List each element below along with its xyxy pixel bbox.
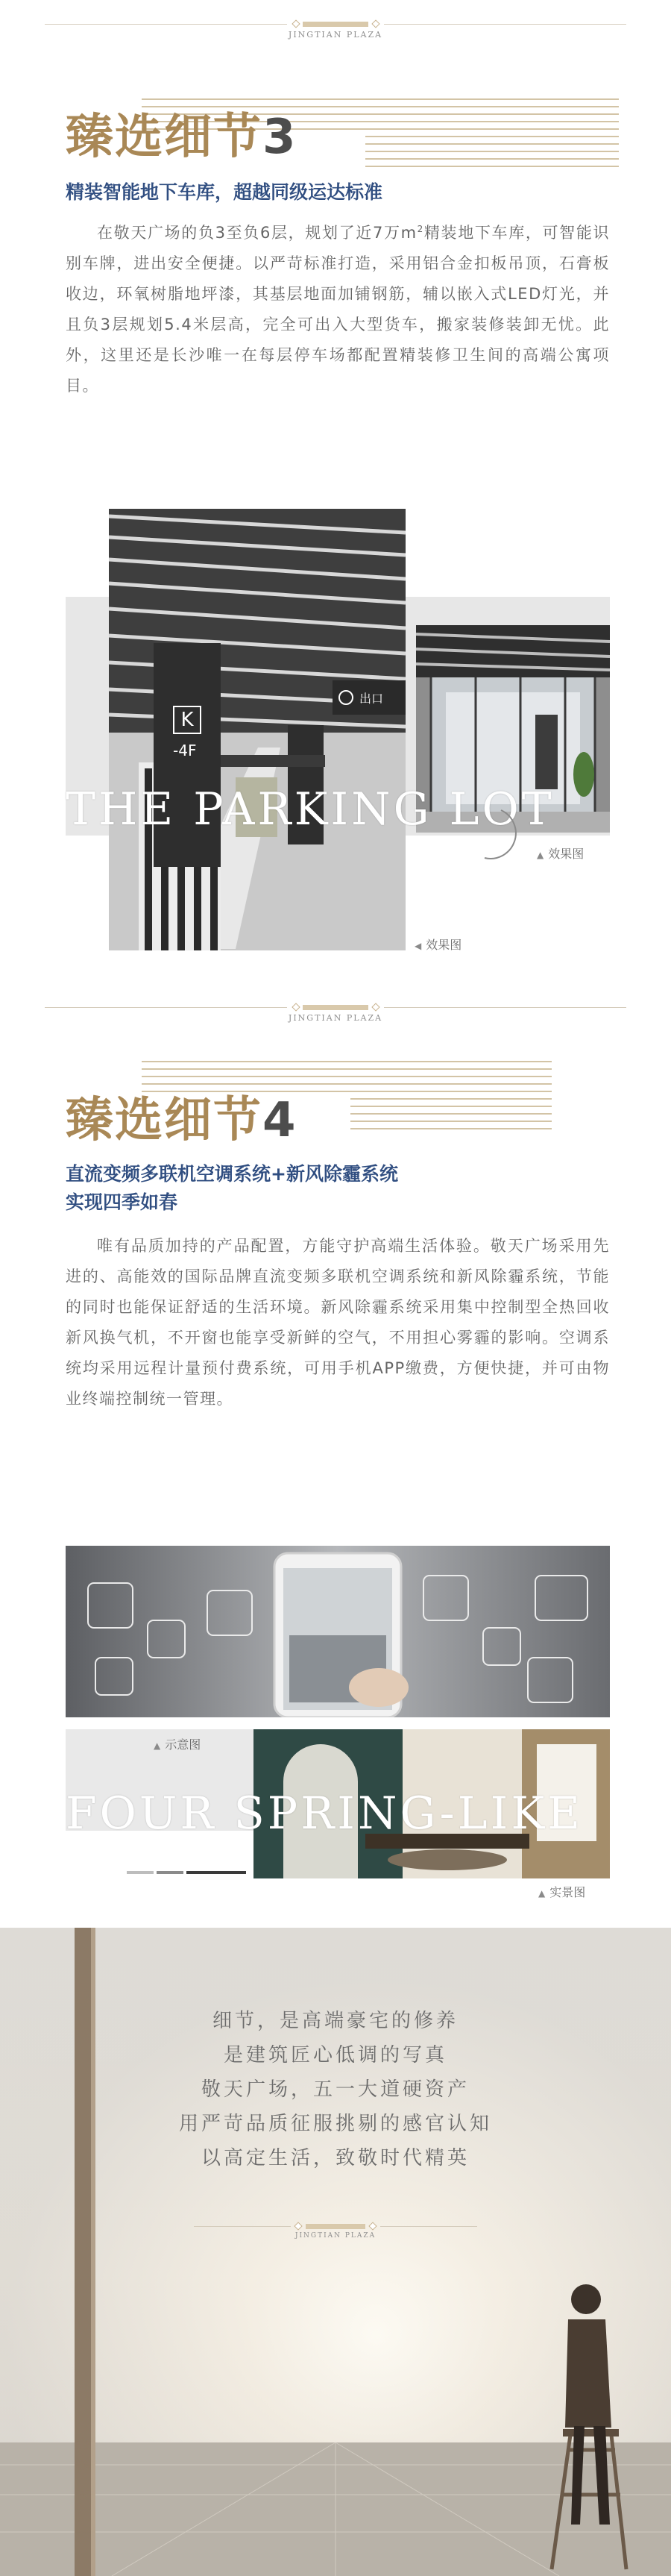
smart-home-photo xyxy=(66,1546,610,1717)
diamond-ornament-icon xyxy=(368,2222,377,2230)
closing-line-1: 细节，是高端豪宅的修养 xyxy=(212,2010,459,2032)
triangle-up-icon: ▲ xyxy=(154,1740,161,1751)
brand-name: JINGTIAN PLAZA xyxy=(294,2232,377,2240)
decorative-arc-icon xyxy=(462,804,522,864)
diamond-ornament-icon xyxy=(294,2222,302,2230)
parking-overlay-text: THE PARKING LOT xyxy=(66,783,555,836)
triangle-up-icon: ▲ xyxy=(537,850,544,860)
middle-brand-divider xyxy=(45,1003,626,1027)
parking-garage-photo-main xyxy=(109,509,406,950)
closing-line-2: 是建筑匠心低调的写真 xyxy=(223,2044,447,2066)
pillar-sign-label: K xyxy=(173,706,201,734)
section-3-body: 在敬天广场的负3至负6层，规划了近7万$m^2$精装地下车库，可智能识别车牌，进出安全便捷。以严苛标准打造，采用铝合金扣板吊顶，石膏板收边，环氧树脂地坪漆，其基层地面加铺钢筋，辅以嵌入式LED灯光，并且负3层规划5.4米层高，完全可出入大型货车，搬家装修装卸无忧。此外，这里还是长沙唯一在每层停车场都配置精装修卫生间的高端公寓项目。 xyxy=(66,224,610,395)
pillar-floor-label: -4F xyxy=(173,742,197,759)
brand-name: JINGTIAN PLAZA xyxy=(288,30,383,40)
caption-render-left: ◀ 效果图 xyxy=(415,938,462,952)
top-brand-divider xyxy=(45,19,626,43)
diamond-ornament-icon xyxy=(371,19,379,28)
section-4-number: 4 xyxy=(262,1093,297,1148)
triangle-left-icon: ◀ xyxy=(415,941,422,951)
four-spring-overlay-text: FOUR SPRING-LIKE xyxy=(66,1787,583,1840)
section-4-subtitle-line1: 直流变频多联机空调系统+新风除霾系统 xyxy=(66,1163,398,1185)
diamond-ornament-icon xyxy=(292,19,300,28)
section-4-title: 臻选细节4 xyxy=(66,1093,297,1148)
closing-line-3: 敬天广场，五一大道硬资产 xyxy=(201,2078,470,2101)
section-4-subtitle-line2: 实现四季如春 xyxy=(66,1191,178,1213)
closing-brand-divider xyxy=(194,2222,477,2246)
exit-sign-label: 出口 xyxy=(359,692,384,706)
closing-line-4: 用严苛品质征服挑剔的感官认知 xyxy=(178,2113,492,2135)
section-3-number: 3 xyxy=(262,110,297,165)
closing-line-5: 以高定生活，致敬时代精英 xyxy=(201,2147,470,2169)
section-4-body: 唯有品质加持的产品配置，方能守护高端生活体验。敬天广场采用先进的、高能效的国际品牌直流变频多联机空调系统和新风除霾系统，节能的同时也能保证舒适的生活环境。新风除霾系统采用集中控制型全热回收新风换气机，不开窗也能享受新鲜的空气，不用担心雾霾的影响。空调系统均采用远程计量预付费系统，可用手机APP缴费，方便快捷，并可由物业终端控制统一管理。 xyxy=(66,1237,610,1408)
caption-schematic: ▲ 示意图 xyxy=(154,1737,201,1752)
section-3-subtitle: 精装智能地下车库，超越同级运达标准 xyxy=(66,181,383,203)
color-swatch-bars xyxy=(127,1871,246,1874)
caption-render-right: ▲ 效果图 xyxy=(537,847,585,861)
caption-real-scene: ▲ 实景图 xyxy=(538,1885,586,1899)
section-3-title: 臻选细节3 xyxy=(66,110,297,165)
brand-name: JINGTIAN PLAZA xyxy=(288,1013,383,1023)
triangle-up-icon: ▲ xyxy=(538,1888,546,1899)
diamond-ornament-icon xyxy=(292,1003,300,1011)
parking-garage-render xyxy=(109,509,406,950)
smart-home-render xyxy=(66,1546,610,1717)
diamond-ornament-icon xyxy=(371,1003,379,1011)
